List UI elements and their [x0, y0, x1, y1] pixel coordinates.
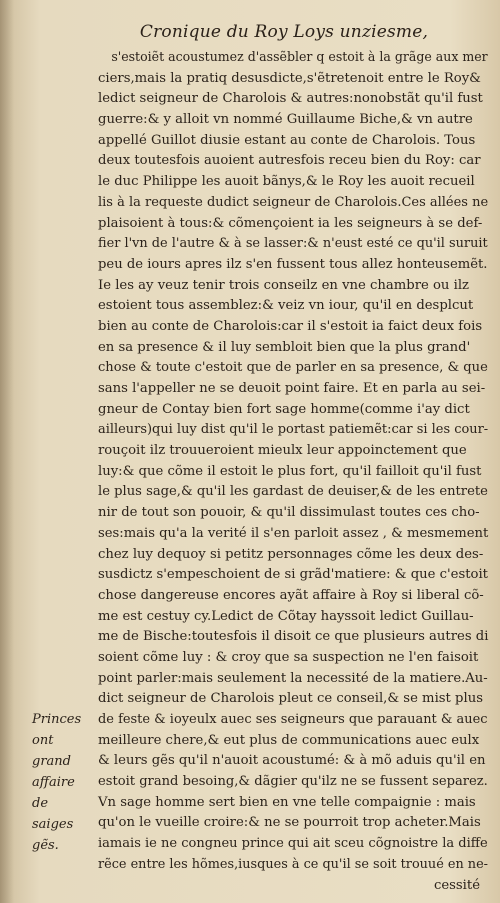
text-line: deux toutesfois auoient autresfois receu bien du Roy: car — [98, 153, 481, 169]
running-header — [0, 22, 500, 42]
text-line: gneur de Contay bien fort sage homme(comme i'ay dict — [98, 401, 470, 417]
text-line: soient cõme luy : & croy que sa suspection ne l'en faisoit — [98, 649, 479, 665]
text-line: chose & toute c'estoit que de parler en sa presence, & que — [98, 360, 488, 376]
text-line: & leurs gẽs qu'il n'auoit acoustumé: & à mõ aduis qu'il en — [98, 753, 486, 769]
text-line: de feste & ioyeulx auec ses seigneurs que parauant & auec — [98, 712, 488, 727]
text-line: fier l'vn de l'autre & à se lasser:& n'eust esté ce qu'il suruit — [98, 236, 488, 252]
margin-note-line: saiges gẽs. — [32, 817, 74, 853]
text-line: me de Bische:toutesfois il disoit ce que plusieurs autres di — [98, 629, 489, 645]
text-line: cessité — [433, 877, 480, 893]
text-line: Ie les ay veuz tenir trois conseilz en vne chambre ou ilz — [98, 277, 470, 293]
text-line: iamais ie ne congneu prince qui ait sceu cõgnoistre la diffe — [98, 836, 488, 852]
text-line: s'estoiẽt acoustumez d'assẽbler q estoit à la grãge aux mer — [111, 50, 488, 65]
text-line: chose dangereuse encores ayãt affaire à Roy si liberal cõ- — [98, 587, 484, 603]
text-line: me est cestuy cy.Ledict de Cõtay hayssoit ledict Guillau- — [98, 608, 474, 624]
margin-note-line: affaire de — [32, 775, 75, 811]
text-line: bien au conte de Charolois:car il s'estoit ia faict deux fois — [98, 318, 483, 334]
text-line: le duc Philippe les auoit bãnys,& le Roy les auoit recueil — [98, 174, 475, 190]
text-line: luy:& que cõme il estoit le plus fort, qu'il failloit qu'il fust — [98, 463, 482, 479]
text-line: chez luy dequoy si petitz personnages cõme les deux des- — [98, 546, 484, 562]
text-line: le plus sage,& qu'il les gardast de deuiser,& de les entrete — [98, 484, 488, 500]
text-line: ailleurs)qui luy dist qu'il le portast patiemẽt:car si les cour- — [98, 422, 489, 438]
text-line: ses:mais qu'a la verité il s'en parloit assez , & mesmement — [98, 525, 489, 541]
text-line: meilleure chere,& eut plus de communications auec eulx — [98, 732, 480, 748]
gutter-shadow — [0, 0, 14, 903]
text-line: sans l'appeller ne se deuoit point faire. Et en parla au sei- — [98, 381, 486, 396]
text-line: Vn sage homme sert bien en vne telle compaignie : mais — [98, 794, 476, 810]
text-line: en sa presence & il luy sembloit bien que la plus grand' — [98, 339, 471, 355]
text-line: rẽce entre les hõmes,iusques à ce qu'il se soit trouué en ne- — [98, 856, 489, 872]
text-line: ledict seigneur de Charolois & autres:nonobstãt qu'il fust — [98, 91, 483, 107]
text-line: estoient tous assemblez:& veiz vn iour, qu'il en desplcut — [98, 298, 474, 314]
running-title: Cronique du Roy Loys unziesme, — [139, 22, 429, 42]
text-line: point parler:mais seulement la necessité de la matiere.Au- — [98, 670, 488, 686]
text-line: dict seigneur de Charolois pleut ce conseil,& se mist plus — [98, 691, 483, 707]
text-line: appellé Guillot diusie estant au conte de Charolois. Tous — [98, 132, 476, 148]
text-line: plaisoient à tous:& cõmençoient ia les seigneurs à se def- — [98, 215, 483, 231]
text-line: estoit grand besoing,& dãgier qu'ilz ne se fussent separez. — [98, 774, 488, 790]
margin-note — [32, 709, 94, 856]
text-line: qu'on le vueille croire:& ne se pourroit trop acheter.Mais — [98, 815, 481, 831]
text-line: ciers,mais la pratiq desusdicte,s'ẽtretenoit entre le Roy& — [98, 70, 481, 86]
text-line: lis à la requeste dudict seigneur de Charolois.Ces allées ne — [98, 194, 489, 210]
text-line: guerre:& y alloit vn nommé Guillaume Biche,& vn autre — [98, 112, 473, 128]
text-line: nir de tout son pouoir, & qu'il dissimulast toutes ces cho- — [98, 505, 480, 521]
text-line: susdictz s'empeschoient de si grãd'matiere: & que c'estoit — [98, 567, 488, 583]
text-line: peu de iours apres ilz s'en fussent tous allez honteusemẽt. — [98, 256, 488, 272]
text-line: rouçoit ilz trouueroient mieulx leur appoinctement que — [98, 443, 467, 459]
margin-note-line: Princes — [32, 712, 82, 727]
margin-note-line: ont grand — [32, 733, 71, 769]
body-text — [98, 48, 488, 896]
